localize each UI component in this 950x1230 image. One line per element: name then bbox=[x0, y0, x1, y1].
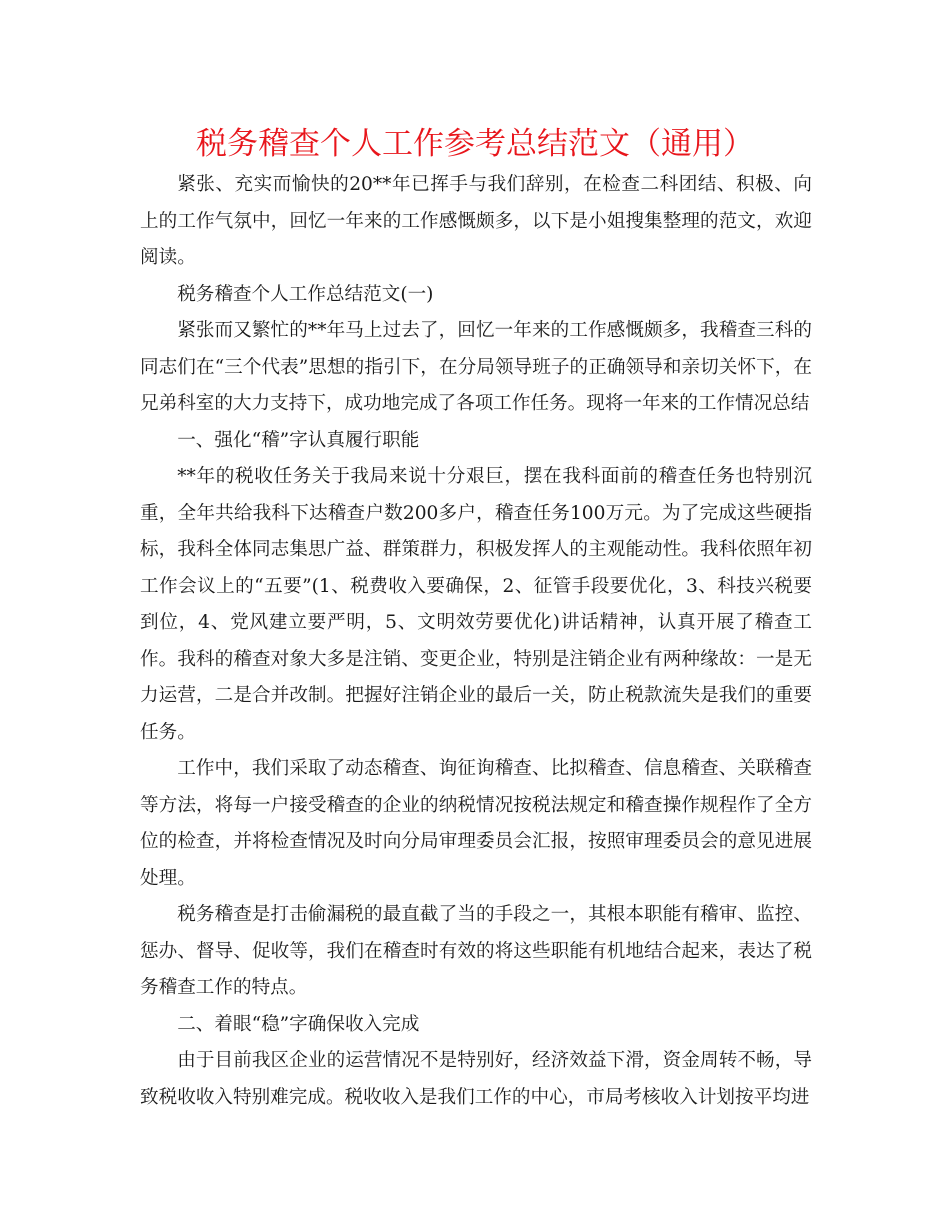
paragraph-audit-tasks: **年的税收任务关于我局来说十分艰巨，摆在我科面前的稽查任务也特别沉重，全年共给我科下达稽查户数200多户，稽查任务100万元。为了完成这些硬指标，我科全体同志集思广益、群策群力，积极发挥人的主观能动性。我科依照年初工作会议上的“五要”(1、税费收入要确保，2、征管手段要优化，3、科技兴税要到位，4、党风建立要严明，5、文明效劳要优化)讲话精神，认真开展了稽查工作。我科的稽查对象大多是注销、变更企业，特别是注销企业有两种缘故：一是无力运营，二是合并改制。把握好注销企业的最后一关，防止税款流失是我们的重要任务。 bbox=[140, 466, 812, 743]
section-heading-sample-one: 税务稽查个人工作总结范文(一) bbox=[177, 283, 434, 305]
document-title: 税务稽查个人工作参考总结范文（通用） bbox=[196, 126, 754, 162]
paragraph-audit-functions: 税务稽查是打击偷漏税的最直截了当的手段之一，其根本职能有稽审、监控、惩办、督导、促收等，我们在稽查时有效的将这些职能有机地结合起来，表达了税务稽查工作的特点。 bbox=[140, 904, 812, 998]
paragraph-revenue: 由于目前我区企业的运营情况不是特别好，经济效益下滑，资金周转不畅，导致税收收入特别难完成。税收收入是我们工作的中心，市局考核收入计划按平均进 bbox=[140, 1050, 812, 1108]
document-body bbox=[140, 167, 812, 1116]
section-heading-one: 一、强化“稽”字认真履行职能 bbox=[177, 429, 420, 451]
paragraph-audit-methods: 工作中，我们采取了动态稽查、询征询稽查、比拟稽查、信息稽查、关联稽查等方法，将每一户接受稽查的企业的纳税情况按税法规定和稽查操作规程作了全方位的检查，并将检查情况及时向分局审理委员会汇报，按照审理委员会的意见进展处理。 bbox=[140, 758, 812, 889]
paragraph-intro: 紧张、充实而愉快的20**年已挥手与我们辞别，在检查二科团结、积极、向上的工作气氛中，回忆一年来的工作感慨颇多，以下是小姐搜集整理的范文，欢迎阅读。 bbox=[140, 174, 812, 268]
section-heading-two: 二、着眼“稳”字确保收入完成 bbox=[177, 1013, 420, 1035]
paragraph-year-summary: 紧张而又繁忙的**年马上过去了，回忆一年来的工作感慨颇多，我稽查三科的同志们在“三个代表”思想的指引下，在分局领导班子的正确领导和亲切关怀下，在兄弟科室的大力支持下，成功地完成了各项工作任务。现将一年来的工作情况总结 bbox=[140, 320, 812, 414]
